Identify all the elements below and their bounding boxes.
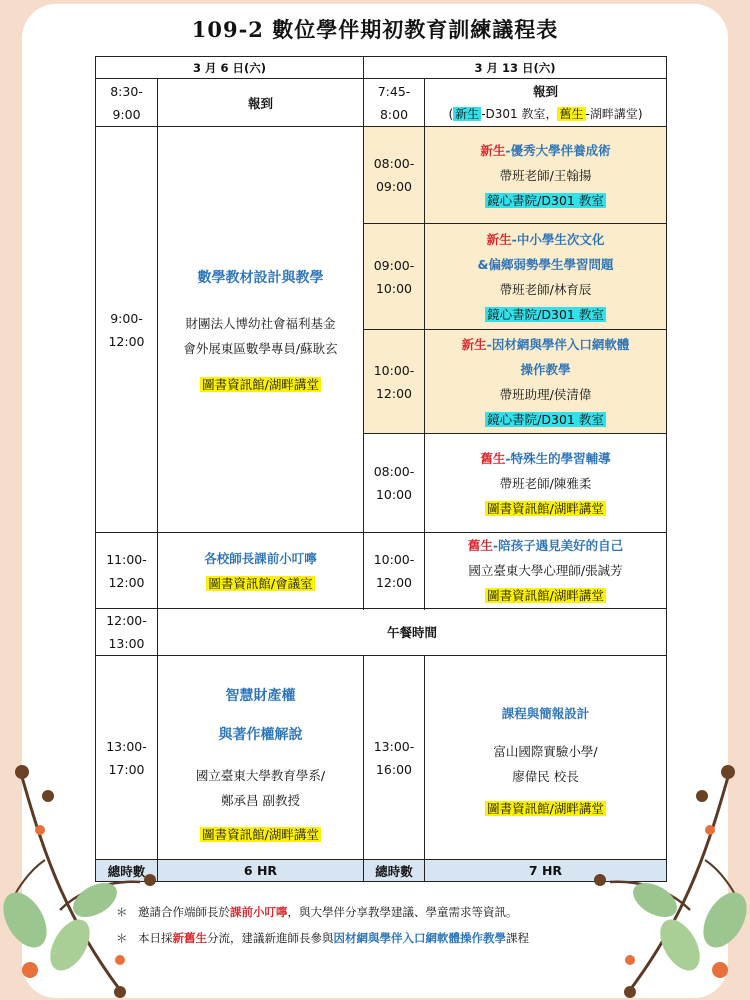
floral-decoration-left — [0, 760, 170, 1000]
time-cell: 9:00- 12:00 — [96, 127, 158, 533]
location-tag: 圖書資訊館/會議室 — [208, 575, 313, 591]
location-tag: 圖書資訊館/湖畔講堂 — [487, 800, 604, 816]
time-cell: 09:00- 10:00 — [364, 224, 425, 330]
location-tag: 鏡心書院/D301 教室 — [487, 306, 604, 322]
location-tag: 圖書資訊館/湖畔講堂 — [487, 500, 604, 516]
math-session-cell: 數學教材設計與教學 財團法人博幼社會福利基金 會外展東區數學專員/蘇耿玄 圖書資訊館/湖畔講堂 — [158, 127, 364, 533]
teacher-reminder-cell: 各校師長課前小叮嚀 圖書資訊館/會議室 — [158, 533, 364, 609]
session-cell: 新生-因材網與學伴入口網軟體 操作教學 帶班助理/侯清偉 鏡心書院/D301 教室 — [425, 330, 667, 434]
schedule-table — [95, 56, 667, 882]
checkin-cell-day2: 報到 ( 新生 -D301 教室， 舊生 -湖畔講堂) — [425, 79, 667, 127]
location-tag: 圖書資訊館/湖畔講堂 — [202, 376, 319, 392]
page-title: 109-2 數位學伴期初教育訓練議程表 — [191, 17, 559, 42]
session-cell: 舊生-陪孩子遇見美好的自己 國立臺東大學心理師/張誠芳 圖書資訊館/湖畔講堂 — [425, 533, 667, 609]
note-2: ＊ 本日採新舊生分流，建議新進師長參與因材網與學伴入口網軟體操作教學課程 — [116, 931, 529, 945]
location-tag: 鏡心書院/D301 教室 — [487, 192, 604, 208]
time-cell: 13:00- 17:00 — [96, 656, 158, 860]
total-label: 總時數 — [96, 860, 158, 882]
time-cell: 7:45- 8:00 — [364, 79, 425, 127]
floral-decoration-right — [580, 760, 750, 1000]
total-day1: 6 HR — [158, 860, 364, 882]
time-cell: 10:00- 12:00 — [364, 533, 425, 609]
session-cell: 新生-優秀大學伴養成術 帶班老師/王翰揚 鏡心書院/D301 教室 — [425, 127, 667, 224]
ip-session-cell: 智慧財產權 與著作權解說 國立臺東大學教育學系/ 鄭承昌 副教授 圖書資訊館/湖畔講堂 — [158, 656, 364, 860]
note-1: ＊ 邀請合作端師長於課前小叮嚀，與大學伴分享教學建議、學童需求等資訊。 — [116, 905, 518, 919]
session-cell: 舊生-特殊生的學習輔導 帶班老師/陳雅柔 圖書資訊館/湖畔講堂 — [425, 434, 667, 533]
time-cell: 13:00- 16:00 — [364, 656, 425, 860]
location-tag: 圖書資訊館/湖畔講堂 — [487, 588, 604, 603]
checkin-cell: 報到 — [158, 79, 364, 127]
time-cell: 12:00- 13:00 — [96, 609, 158, 656]
time-cell: 10:00- 12:00 — [364, 330, 425, 434]
lunch-cell: 午餐時間 — [158, 609, 667, 656]
day2-header: 3 月 13 日(六) — [364, 57, 667, 79]
presentation-session-cell: 課程與簡報設計 富山國際實驗小學/ 廖偉民 校長 圖書資訊館/湖畔講堂 — [425, 656, 667, 860]
total-day2: 7 HR — [425, 860, 667, 882]
time-cell: 11:00- 12:00 — [96, 533, 158, 609]
time-cell: 8:30- 9:00 — [96, 79, 158, 127]
session-cell: 新生-中小學生次文化 &偏鄉弱勢學生學習問題 帶班老師/林育辰 鏡心書院/D301 教室 — [425, 224, 667, 330]
new-student-tag: 新生 — [455, 106, 480, 121]
location-tag: 圖書資訊館/湖畔講堂 — [202, 826, 319, 842]
day1-header: 3 月 6 日(六) — [96, 57, 364, 79]
total-label: 總時數 — [364, 860, 425, 882]
location-tag: 鏡心書院/D301 教室 — [487, 411, 604, 427]
time-cell: 08:00- 10:00 — [364, 434, 425, 533]
time-cell: 08:00- 09:00 — [364, 127, 425, 224]
old-student-tag: 舊生 — [559, 106, 584, 121]
